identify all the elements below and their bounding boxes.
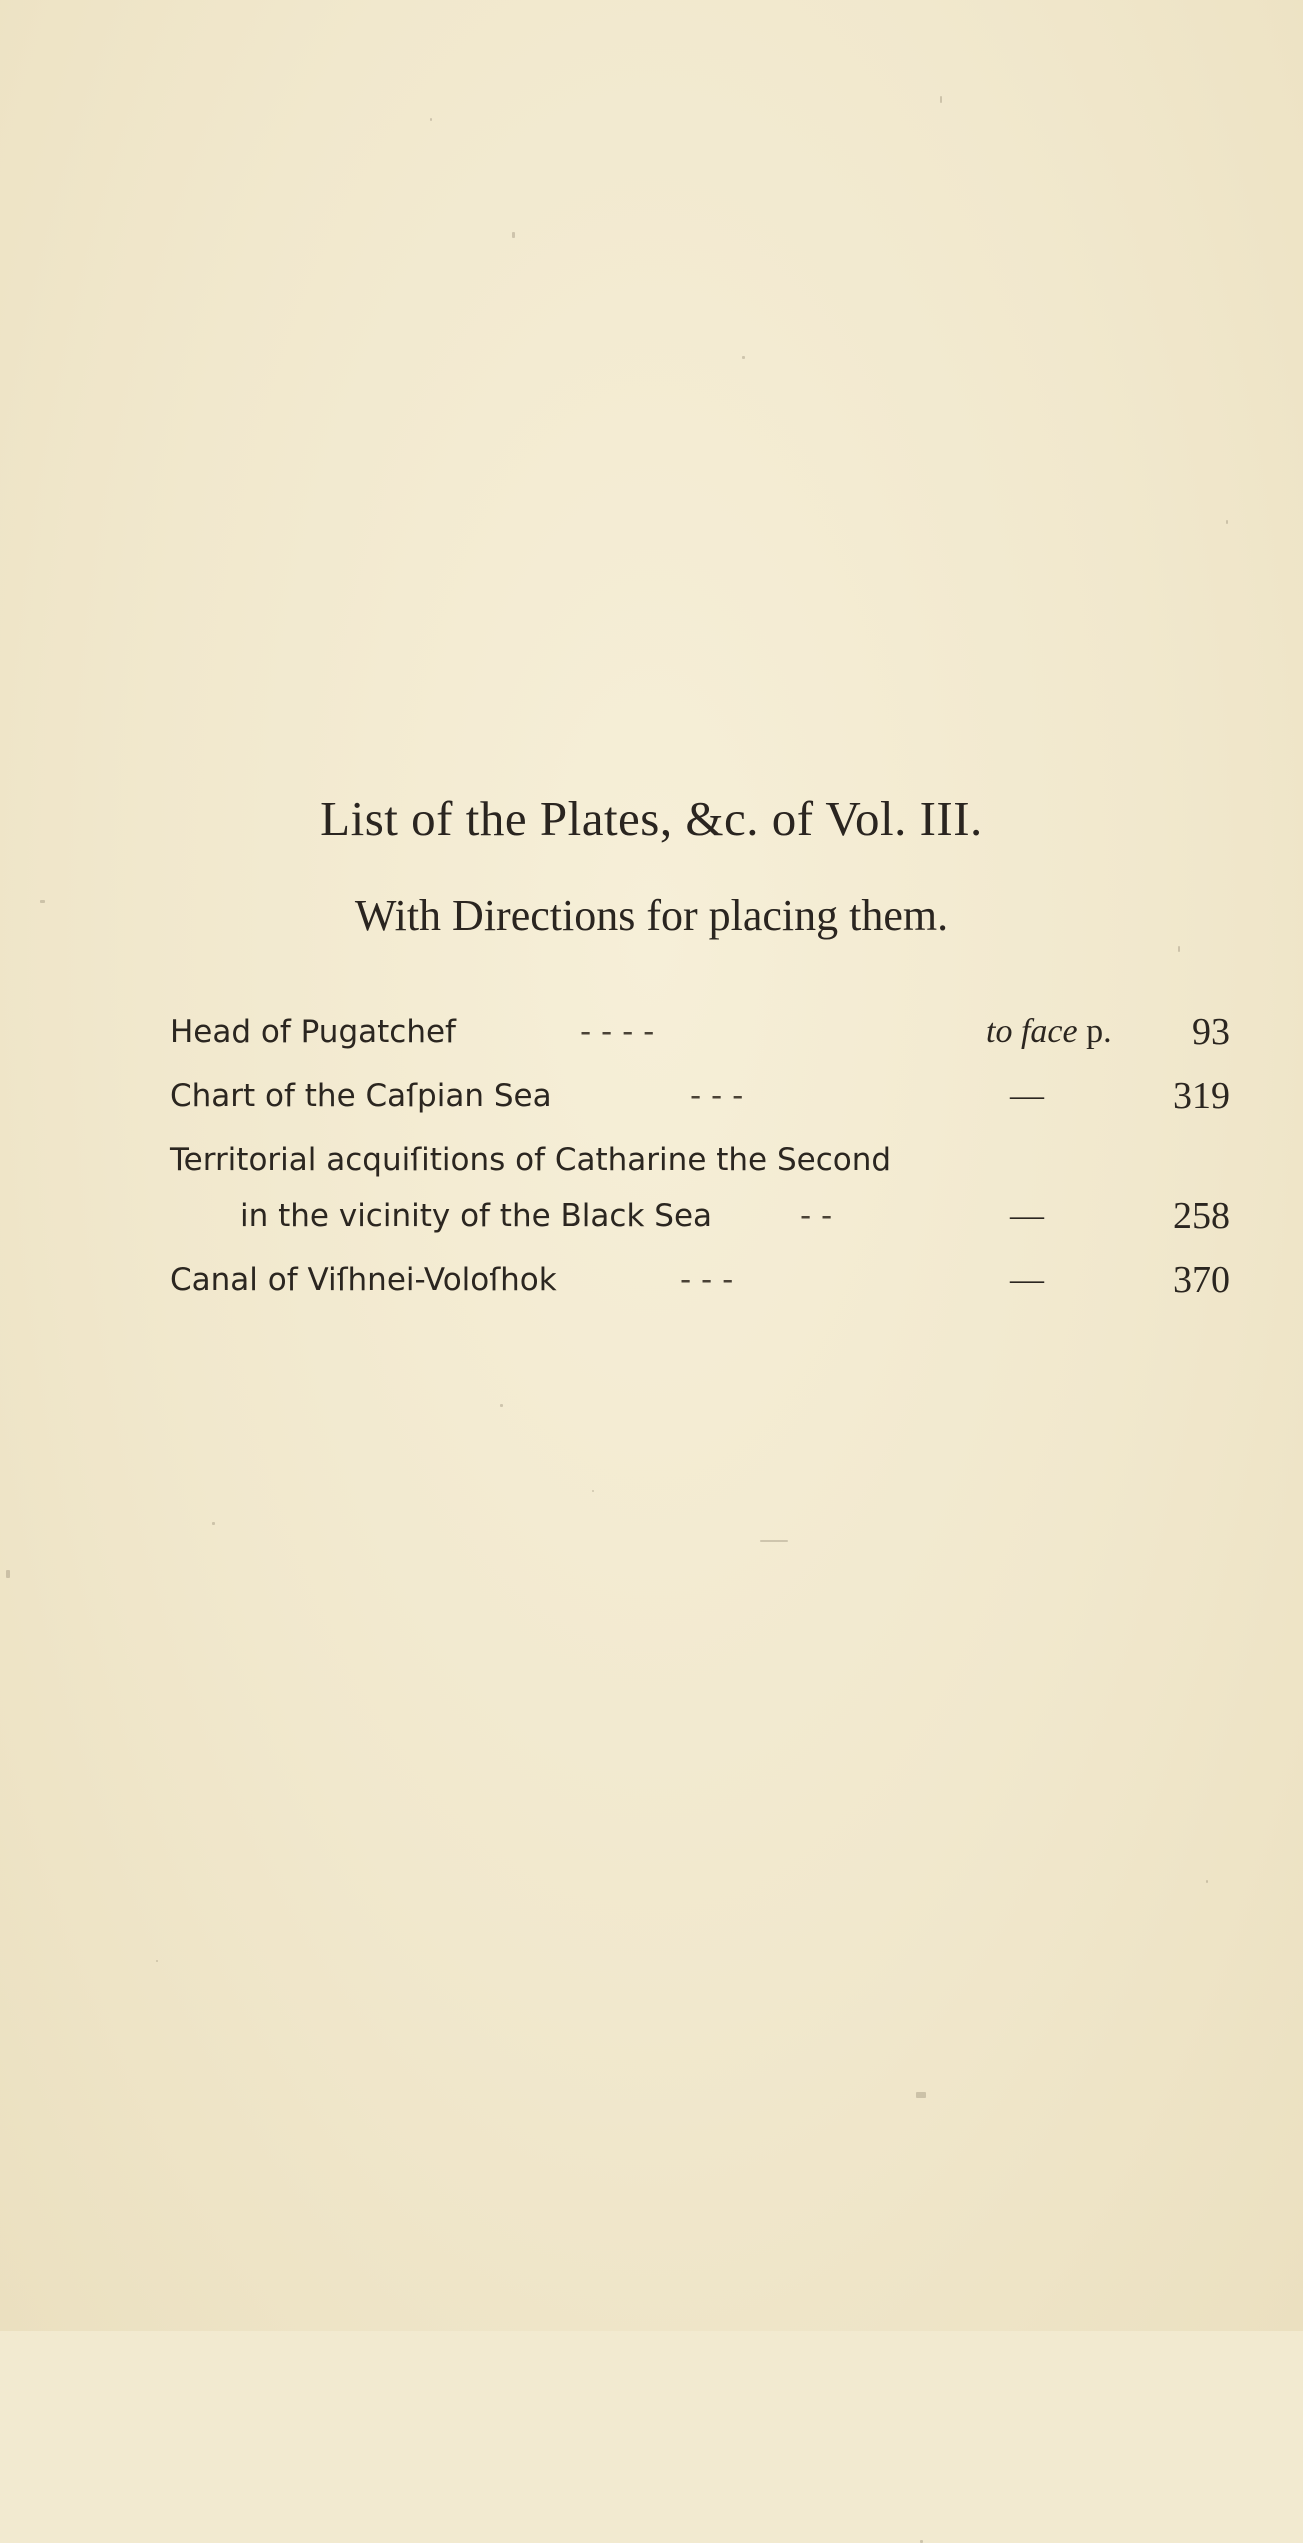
plate-title: Chart of the Caſpian Sea: [170, 1078, 552, 1114]
page-title: List of the Plates, &c. of Vol. III.: [320, 791, 983, 846]
leader-dashes: - - -: [690, 1078, 744, 1114]
plate-title: Head of Pugatchef: [170, 1014, 456, 1050]
placement-ref-suffix: p.: [1077, 1013, 1112, 1050]
leader-dashes: - -: [800, 1198, 833, 1234]
page-subtitle: With Directions for placing them.: [354, 891, 949, 940]
page-number: 319: [1173, 1075, 1230, 1117]
plate-entry-continued: [170, 1184, 1230, 1248]
leader-dashes: - - -: [680, 1262, 734, 1298]
page-number: 370: [1173, 1259, 1230, 1301]
plate-entry: [170, 1248, 1230, 1312]
page-number: 93: [1192, 1011, 1230, 1053]
plates-list: [170, 1000, 1230, 1312]
plate-entry: [170, 1128, 1230, 1184]
placement-ref-italic: to face: [986, 1013, 1078, 1050]
leader-dashes: - - - -: [580, 1014, 655, 1050]
page-number: 258: [1173, 1195, 1230, 1237]
plate-title-continued: in the vicinity of the Black Sea: [240, 1198, 713, 1234]
plate-entry: [170, 1000, 1230, 1064]
plate-title: Territorial acquiſitions of Catharine the Second: [170, 1142, 892, 1178]
ditto-dash: —: [1010, 1261, 1044, 1298]
ditto-dash: —: [1010, 1077, 1044, 1114]
plate-entry: [170, 1064, 1230, 1128]
ditto-dash: —: [1010, 1197, 1044, 1234]
placement-ref: [986, 1000, 1112, 1064]
plate-title: Canal of Viſhnei-Voloſhok: [170, 1262, 557, 1298]
